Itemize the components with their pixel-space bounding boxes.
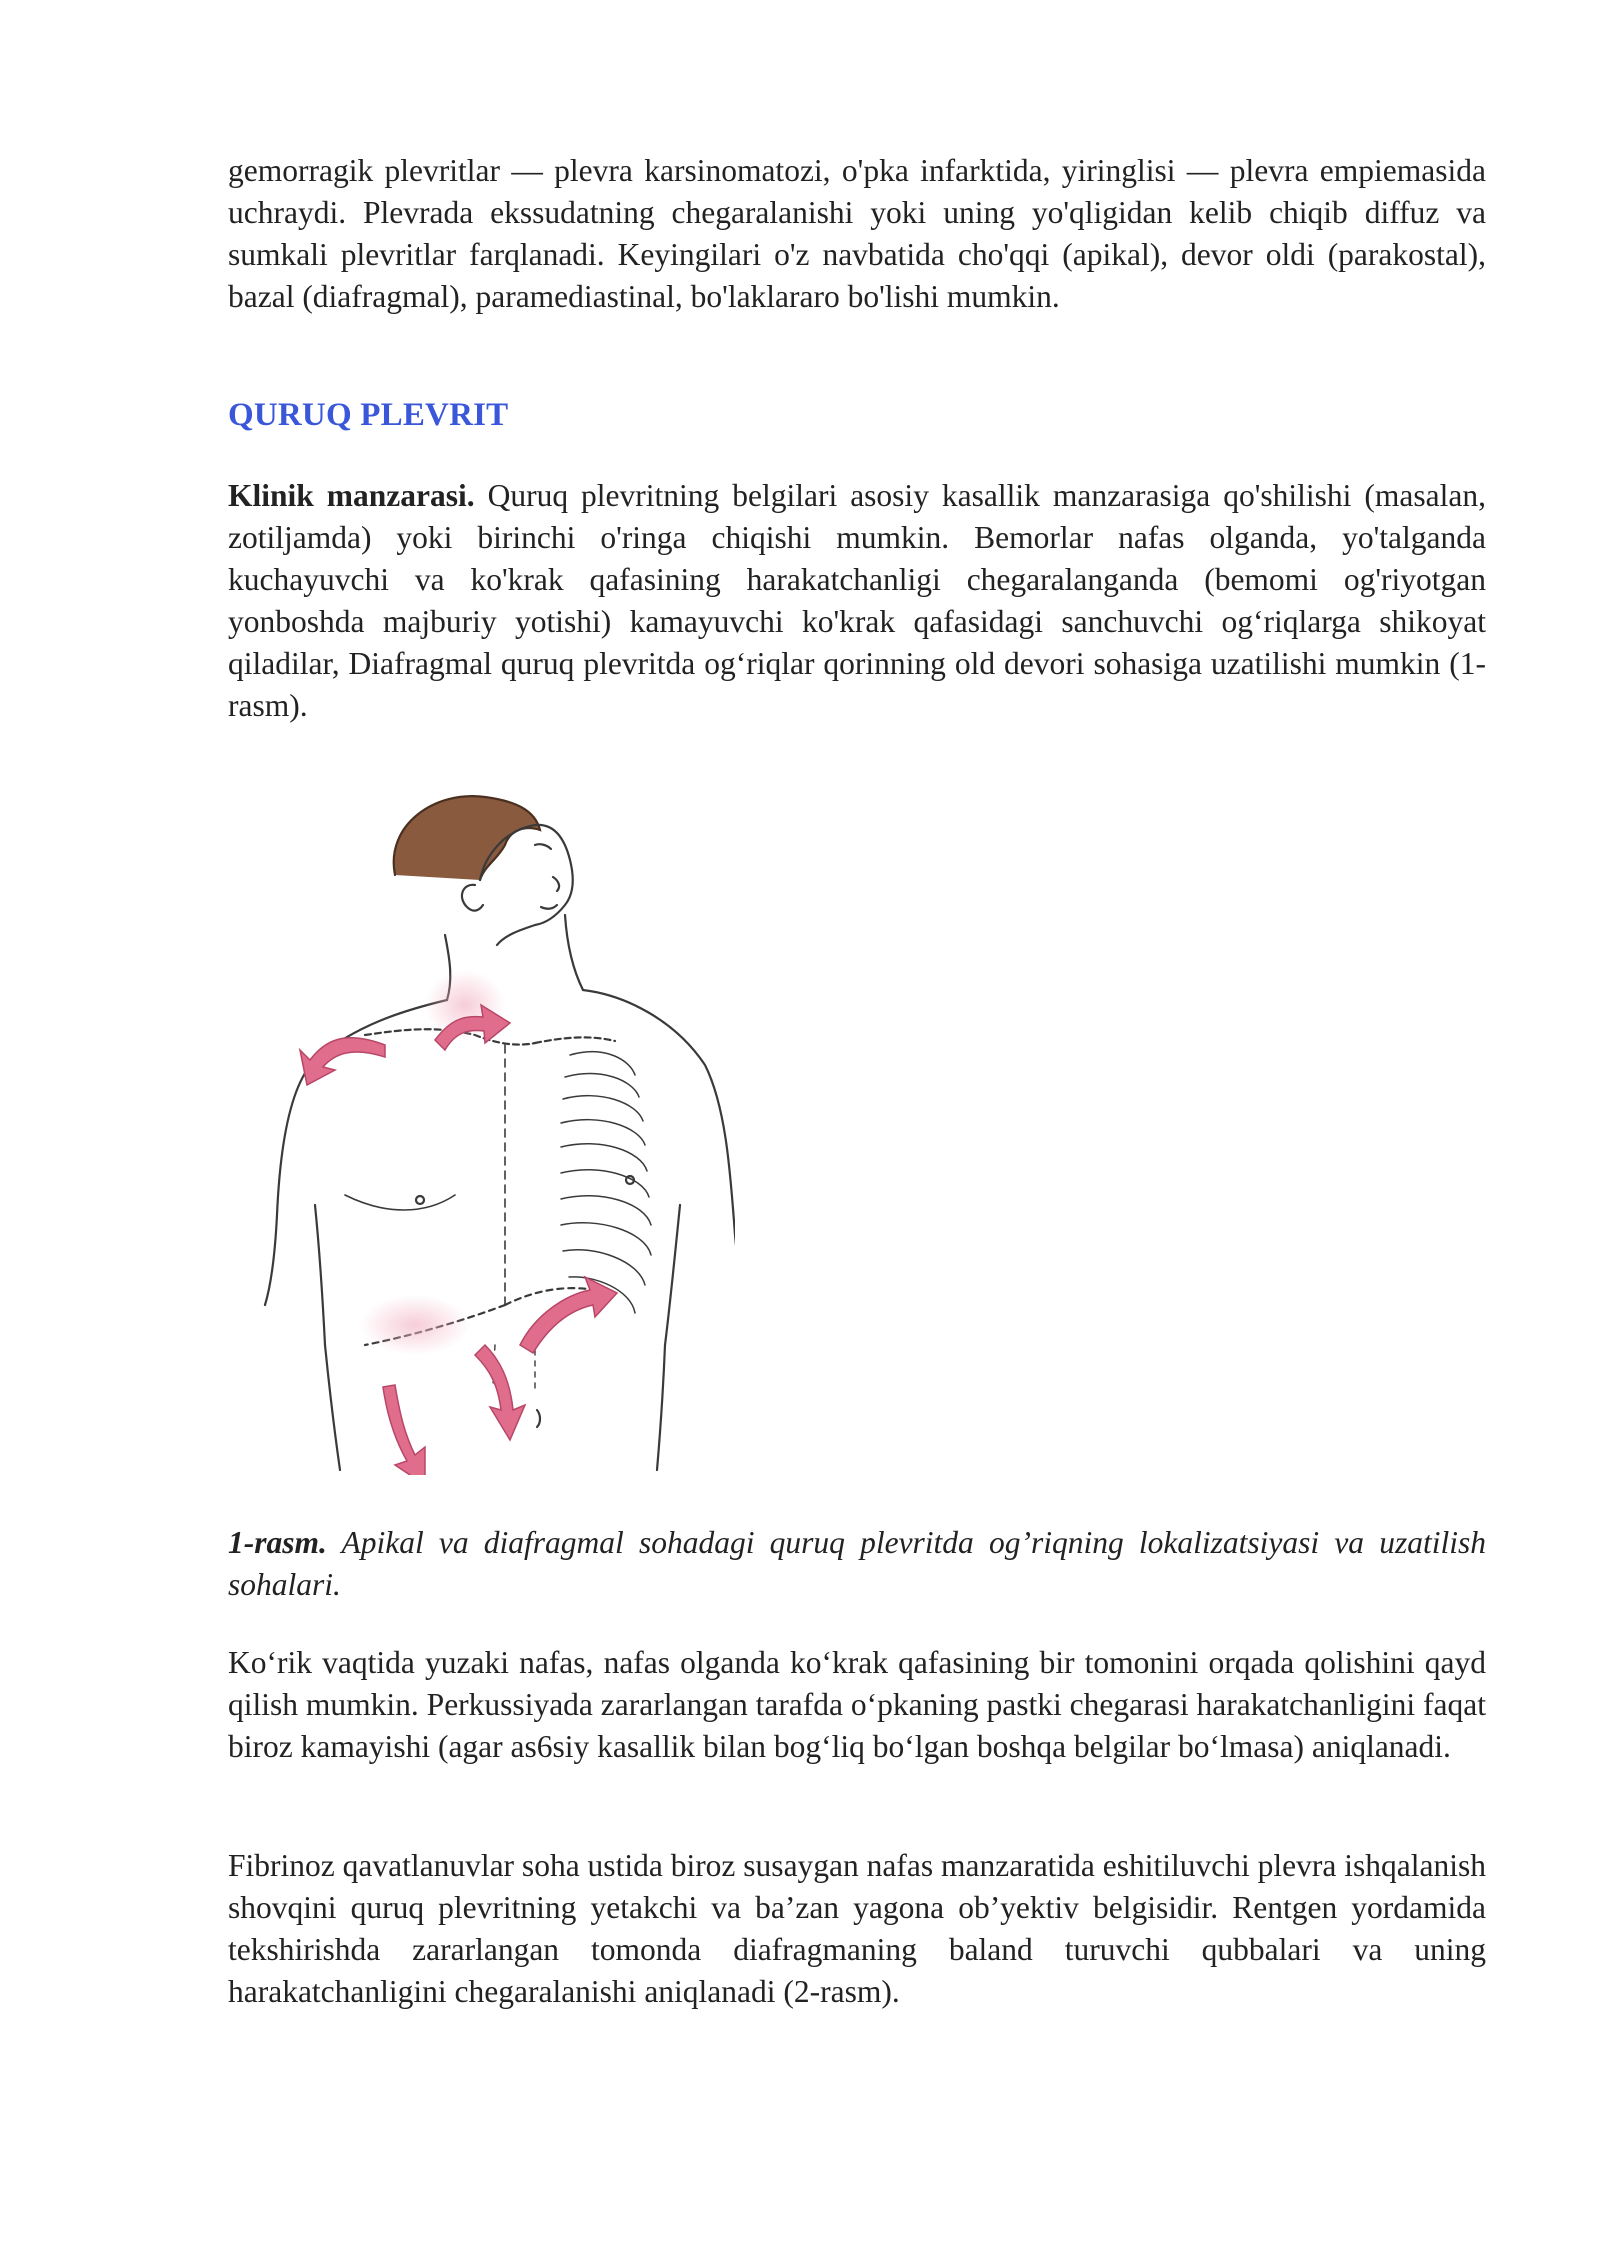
arrow-mid-abdomen	[475, 1345, 525, 1440]
figure-caption	[228, 1522, 1486, 1606]
exam-paragraph: Ko‘rik vaqtida yuzaki nafas, nafas olganda ko‘krak qafasining bir tomonini orqada qolishini qayd qilish mumkin. Perkussiyada zararlangan tarafda o‘pkaning pastki chegarasi harakatchanligini faqat biroz kamayishi (agar as6siy kasallik bilan bog‘liq bo‘lgan boshqa belgilar bo‘lmasa) aniqlanadi.	[228, 1645, 1486, 1764]
clinical-text: Quruq plevritning belgilari asosiy kasallik manzarasiga qo'shilishi (masalan, zotiljamda) yoki birinchi o'ringa chiqishi mumkin. Bemorlar nafas olganda, yo'talganda kuchayuvchi va ko'krak qafasining harakatchanligi chegaralanganda (bemomi og'riyotgan yonboshda majburiy yotishi) kamayuvchi ko'krak qafasidagi sanchuvchi og‘riqlarga shikoyat qiladilar, Diafragmal quruq plevritda og‘riqlar qorinning old devori sohasiga uzatilishi mumkin (1-rasm).	[228, 478, 1486, 723]
fibrin-paragraph: Fibrinoz qavatlanuvlar soha ustida biroz susaygan nafas manzaratida eshitiluvchi plevra ishqalanish shovqini quruq plevritning yetakchi va ba’zan yagona ob’yektiv belgisidir. Rentgen yordamida tekshirishda zararlangan tomonda diafragmaning baland turuvchi qubbalari va uning harakatchanligini chegaralanishi aniqlanadi (2-rasm).	[228, 1848, 1486, 2009]
torso-drawing	[235, 785, 735, 1475]
clinical-lead: Klinik manzarasi.	[228, 478, 475, 513]
figure-caption-lead: 1-rasm.	[228, 1525, 327, 1560]
arrow-lower-abdomen	[383, 1385, 425, 1475]
arrow-shoulder	[300, 1038, 385, 1085]
figure-torso-illustration	[235, 785, 735, 1475]
section-heading: QURUQ PLEVRIT	[228, 397, 509, 433]
pain-zone-diaphragmatic	[360, 1295, 470, 1355]
figure-caption-text: Apikal va diafragmal sohadagi quruq plevritda og’riqning lokalizatsiyasi va uzatilish sohalari.	[228, 1525, 1486, 1602]
intro-paragraph: gemorragik plevritlar — plevra karsinomatozi, o'pka infarktida, yiringlisi — plevra empiemasida uchraydi. Plevrada ekssudatning chegaralanishi yoki uning yo'qligidan kelib chiqib diffuz va sumkali plevritlar farqlanadi. Keyingilari o'z navbatida cho'qqi (apikal), devor oldi (parakostal), bazal (diafragmal), paramediastinal, bo'laklararo bo'lishi mumkin.	[228, 153, 1486, 314]
clinical-paragraph	[228, 475, 1486, 727]
